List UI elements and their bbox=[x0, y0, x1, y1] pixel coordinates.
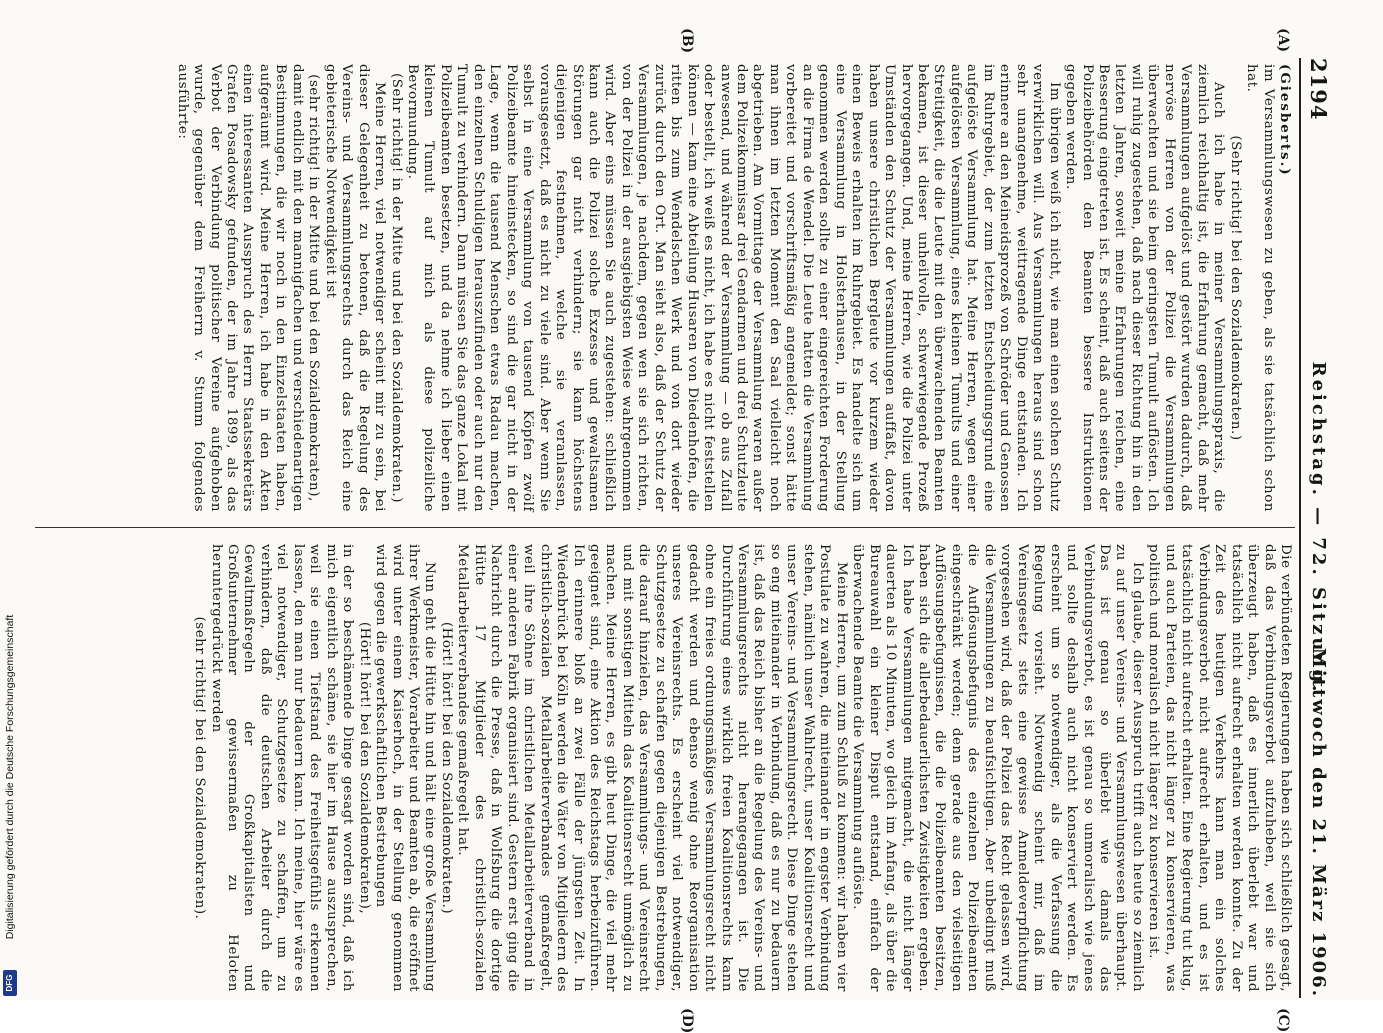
paragraph: im Versammlungswesen zu geben, als sie tatsächlich schon hat. bbox=[1244, 64, 1276, 512]
margin-letter-c: (C) bbox=[1275, 1008, 1291, 1033]
paragraph: Im übrigen weiß ich nicht, wie man einen solchen Schutz verwirklichen will. Aus Versammlungen heraus sind schon sehr unangenehme, weittragende Dinge entstanden. Ich erinnere an den Meineidsprozeß von Schröder und Genossen im Ruhrgebiet, der zum letzten Entscheidungsgrund eine aufgelöste Versammlung hat. Meine Herren, wegen einer aufgelösten Versammlung, eines kleinen Tumults und einer Streitigkeit, die die Leute mit den überwachenden Beamten bekamen, ist dieser unheilvolle, schwerwiegende Prozeß hervorgegangen. Und, meine Herren, wie die Polizei unter Umständen den Schutz der Versammlungen auffaßt, davon haben unsere christlichen Bergleute vor kurzem wieder einen Beweis erhalten im Ruhrgebiet. Es handelte sich um eine Versammlung in Holsterhausen, in der Stellung genommen werden sollte zu einer eingereichten Forderung an die Firma de Wendel. Die Leute hatten die Versammlung vorbereitet und vorschriftsmäßig angemeldet; sonst hätte man ihnen im letzten Moment den Saal vielleicht noch abgetrieben. Am Vormittage der Versammlung waren außer dem Polizeikommissar drei Gendarmen und drei Schutzleute anwesend, und während der Versammlung — ob aus Zufall oder bestellt, ich weiß es nicht, ich habe es nicht feststellen können — kam eine Abteilung Husaren von Diedenhofen, die ritten bis zum Wendelschen Werk und von dort wieder zurück durch den Ort. Man sieht also, daß der Schutz der Versammlungen, je nachdem, gegen wen sie sich richten, von der Polizei in der ausgiebigsten Weise wahrgenommen wird. Aber eins müssen Sie auch zugestehen: schließlich kann auch die Polizei solche Exzesse und gewaltsamen Störungen gar nicht verhindern; sie kann höchstens diejenigen festnehmen, welche sie veranlassen, vorausgesetzt, daß es nicht zu viele sind. Aber wenn Sie selbst in eine Versammlung von tausend Köpfen zwölf Polizeibeamte hineinstecken, so sind die gar nicht in der Lage, wenn die tausend Menschen etwas Radau machen, den einzelnen Schuldigen herauszufinden oder auch nur den Tumult zu verhindern. Dann müssen Sie das ganze Lokal mit Polizeibeamten besetzen, und da nehme ich lieber einen kleinen Tumult auf mich als diese polizeiliche Bevormundung. bbox=[404, 64, 1062, 512]
interjection: (sehr richtig! bei den Sozialdemokraten). bbox=[192, 616, 208, 920]
dfg-logo-text: DFG bbox=[5, 974, 14, 992]
margin-letter-a: (A) bbox=[1275, 28, 1291, 53]
digitization-credit-text: Digitalisierung gefördert durch die Deutsche Forschungsgemeinschaft bbox=[4, 614, 16, 940]
speaker-name: (Giesberts.) bbox=[1277, 64, 1293, 177]
paragraph: Auch ich habe in meiner Versammlungspraxis, die ziemlich reichhaltig ist, die Erfahrung gemacht, daß mehr Versammlungen aufgelöst und gestört wurden dadurch, daß nervöse Herren von der Polizei die Versammlungen überwachten und sie beim geringsten Tumult auflösten. Ich will ruhig zugestehen, daß nach dieser Richtung hin in den letzten Jahren, soweit meine Erfahrungen reichen, eine Besserung eingetreten ist. Es scheint, daß auch seitens der Polizeibehörden den Beamten bessere Instruktionen gegeben werden. bbox=[1063, 64, 1227, 512]
page-header bbox=[1305, 58, 1335, 998]
paragraph: Die verbündeten Regierungen haben sich schließlich gesagt, daß das Verbindungsverbot aufzuheben, weil sie sich überzeugt haben, daß es innerlich überlebt war und tatsächlich nicht aufrecht erhalten werden konnte. Zu der Zeit des heutigen Verkehrs kann man ein solches Verbindungsverbot nicht aufrecht erhalten, und es ist tatsächlich nicht aufrecht erhalten. Eine Regierung tut klug, und auch Parteien, das nicht länger zu konservieren, was politisch und moralisch nicht länger zu konservieren ist. bbox=[1146, 544, 1293, 992]
digitization-credit bbox=[3, 565, 17, 995]
margin-letter-d: (D) bbox=[679, 1008, 695, 1033]
interjection: (Sehr richtig! bei den Sozialdemokraten.) bbox=[1227, 135, 1243, 441]
interjection: (Hört! hört! bei den Sozialdemokraten.) bbox=[438, 621, 454, 915]
margin-letter-b: (B) bbox=[679, 28, 695, 54]
interjection: (Sehr richtig! in der Mitte und bei den Sozialdemokraten.) bbox=[388, 73, 404, 503]
paragraph: in der so beschämende Dinge gesagt worden sind, daß ich mich eigentlich schäme, sie hier im Hause auszusprechen, weil sie einen Tiefstand des Freiheitsgefühls erkennen lassen, den man nur bedauern kann. Ich meine, hier wäre es viel notwendiger, Schutzgesetze zu schaffen, um zu verhindern, daß die deutschen Arbeiter durch die Gewaltmaßregeln der Großkapitalisten und Großunternehmer gewissermaßen zu Heloten heruntergedrückt werden bbox=[208, 544, 356, 992]
interjection: (sehr richtig! in der Mitte und bei den Sozialdemokraten), bbox=[306, 74, 322, 502]
session-date: Mittwoch den 21. März 1906. bbox=[1308, 647, 1329, 998]
right-column bbox=[191, 544, 1293, 992]
dfg-logo bbox=[3, 970, 17, 996]
header-rule bbox=[1299, 58, 1301, 998]
page-number: 2194 bbox=[1306, 58, 1331, 121]
paragraph: Ich glaube, dieser Ausspruch trifft auch heute so ziemlich zu auf unser Vereins- und Versammlungswesen überhaupt. Das ist genau so überlebt wie damals das Verbindungsverbot, es ist genau so unmoralisch wie jenes und sollte deshalb auch nicht konserviert werden. Es erscheint um so notwendiger, als die Verfassung die Regelung vorsieht. Notwendig scheint mir, daß im Vereinsgesetz stets eine gewisse Anmeldeverpflichtung vorgesehen wird, daß der Polizei das Recht gelassen wird, die Versammlungen zu beaufsichtigen. Aber unbedingt muß die Auflösungsbefugnis des einzelnen Polizeibeamten eingeschränkt werden; denn gerade aus den vielseitigen Auflösungsbefugnissen, die die Polizeibeamten besitzen, haben sich die allerbedauerlichsten Zwistigkeiten ergeben. Ich habe Versammlungen mitgemacht, die nicht länger dauerten als 10 Minuten, wo gleich im Anfang, als über die Bureauwahl ein kleiner Disput entstand, einfach der überwachende Beamte die Versammlung auflöste. bbox=[850, 544, 1145, 992]
interjection: (Hört! hört! bei den Sozialdemokraten), bbox=[356, 621, 372, 915]
paragraph: Meine Herren, viel notwendiger scheint mir zu sein, bei dieser Gelegenheit zu betonen, daß die Regelung des Vereins- und Versammlungsrechts durch das Reich eine gebieterische Notwendigkeit ist bbox=[322, 64, 388, 512]
paragraph: Meine Herren, um zum Schluß zu kommen: wir haben vier Postulate zu wahren, die miteinander in engster Verbindung stehen, nämlich unser Wahlrecht, unser Koalitionsrecht und unser Vereins- und Versammlungsrecht. Diese Dinge stehen so eng miteinander in Verbindung, daß es nur zu bedauern ist, daß das Reich bisher an die Regelung des Vereins- und Versammlungsrechts nicht herangegangen ist. Die Durchführung eines wirklich freien Koalitionsrechts kann ohne ein freies ordnungsmäßiges Versammlungsrecht nicht gedacht werden und ebenso wenig ohne Reorganisation unseres Vereinsrechts. Es erscheint viel notwendiger, Schutzgesetze zu schaffen gegen diejenigen Bestrebungen, die darauf hinzielen, das Versammlungs- und Vereinsrecht und mit sonstigen Mitteln das Koalitionsrecht unmöglich zu machen. Meine Herren, es gibt heut Dinge, die viel mehr geeignet sind, eine Aktion des Reichstags herbeizuführen. Ich erinnere bloß an zwei Fälle der jüngsten Zeit. In Wiedenbrück bei Köln werden die Väter von Mitgliedern des christlich-sozialen Metallarbeiterverbandes gemaßregelt, weil ihre Söhne im christlichen Metallarbeiterverband in einer anderen Fabrik organisiert sind. Gestern erst ging die Nachricht durch die Presse, daß in Wolfsburg die dortige Hütte 17 Mitglieder des christlich-sozialen Metallarbeiterverbandes gemaßregelt hat. bbox=[455, 544, 849, 992]
column-divider bbox=[35, 527, 1295, 528]
paragraph: damit endlich mit den mannigfachen und verschiedenartigen Bestimmungen, die wir noch in den Einzelstaaten haben, aufgeräumt wird. Meine Herren, ich habe in den Akten einen interessanten Ausspruch des Herrn Staatssekretärs Grafen Posadowsky gefunden, der im Jahre 1899, als das Verbot der Verbindung politischer Vereine aufgehoben wurde, gegenüber dem Freiherrn v. Stumm folgendes ausführte: bbox=[174, 64, 305, 512]
left-column bbox=[173, 64, 1293, 512]
page-title: Reichstag. — 72. Sitzung. bbox=[1308, 361, 1329, 695]
rotated-document-page bbox=[25, 28, 1335, 1033]
paragraph: Nun geht die Hütte hin und hält eine große Versammlung ihrer Werkmeister, Vorarbeiter und Beamten ab, die eröffnet wird unter einem Kaiserhoch, in der Stellung genommen wird gegen die gewerkschaftlichen Bestrebungen bbox=[373, 544, 438, 992]
